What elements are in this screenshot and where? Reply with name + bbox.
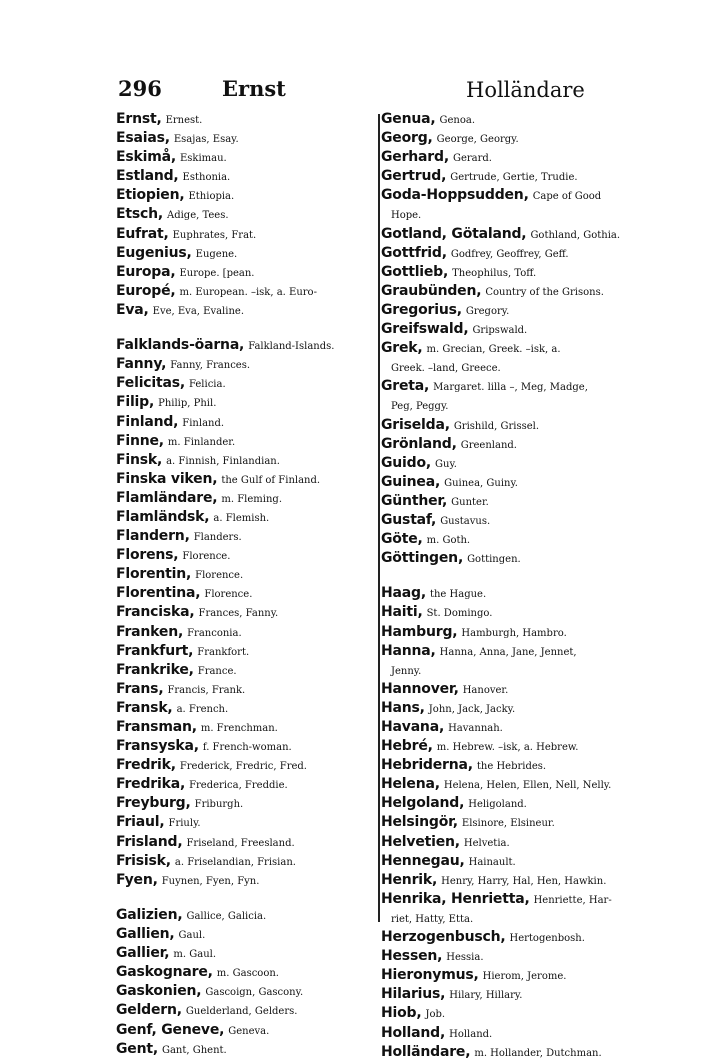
definition: George, Georgy. <box>436 134 519 146</box>
dictionary-entry <box>381 225 643 244</box>
definition: Franconia. <box>187 627 242 639</box>
headword: Gottlieb, <box>381 263 449 280</box>
definition: Hanover. <box>462 684 509 696</box>
headword: Franken, <box>116 623 184 640</box>
definition: m. Frenchman. <box>200 723 278 734</box>
definition: Europe. [pean. <box>179 267 255 279</box>
headword: Finsk, <box>116 451 163 468</box>
headword: Galizien, <box>116 906 183 923</box>
dictionary-entry <box>116 451 378 470</box>
dictionary-entry <box>116 944 378 963</box>
definition: Gustavus. <box>440 515 491 527</box>
dictionary-entry <box>116 794 378 813</box>
headword: Hilarius, <box>381 986 446 1003</box>
dictionary-entry <box>381 1004 643 1023</box>
headword: Fyen, <box>116 871 158 888</box>
definition: a. Friselandian, Frisian. <box>174 856 296 868</box>
dictionary-entry <box>116 963 378 982</box>
dictionary-entry <box>116 699 378 718</box>
headword: Gregorius, <box>381 301 462 318</box>
headword: Friaul, <box>116 814 165 831</box>
definition: m. European. –isk, a. Euro- <box>179 286 317 298</box>
definition: Gunter. <box>451 496 489 508</box>
headword: Gustaf, <box>381 511 437 528</box>
definition: Henry, Harry, Hal, Hen, Hawkin. <box>441 875 607 887</box>
definition: Havannah. <box>448 723 503 734</box>
dictionary-entry <box>381 148 643 167</box>
running-header <box>0 76 704 110</box>
dictionary-entry <box>381 205 643 224</box>
headword: Henrik, <box>381 871 438 888</box>
dictionary-entry <box>381 890 643 909</box>
headword: Europa, <box>116 263 176 280</box>
definition: a. Finnish, Finlandian. <box>166 455 280 467</box>
definition: Friburgh. <box>194 799 244 811</box>
definition: Friuly. <box>168 818 201 830</box>
headword: Hamburg, <box>381 623 458 640</box>
definition: Flanders. <box>193 532 242 544</box>
headword: Freyburg, <box>116 795 191 812</box>
headword: Fransk, <box>116 699 173 716</box>
definition: Fanny, Frances. <box>170 360 251 372</box>
definition: m. Gascoon. <box>216 968 279 980</box>
headword: Florentina, <box>116 585 201 602</box>
dictionary-entry <box>116 925 378 944</box>
headword: Eugenius, <box>116 244 192 261</box>
dictionary-entry <box>116 737 378 756</box>
headword: Filip, <box>116 394 155 411</box>
dictionary-entry <box>381 492 643 511</box>
dictionary-entry <box>116 756 378 775</box>
definition: Esajas, Esay. <box>173 134 239 146</box>
headword: Hans, <box>381 699 425 716</box>
definition: Gothland, Gothia. <box>530 229 621 241</box>
headword: Eskimå, <box>116 149 176 166</box>
headword: Helena, <box>381 776 440 793</box>
definition: St. Domingo. <box>426 608 493 620</box>
dictionary-entry <box>116 225 378 244</box>
dictionary-entry <box>381 301 643 320</box>
definition: Felicia. <box>188 379 226 391</box>
dictionary-entry <box>116 603 378 622</box>
definition: Gertrude, Gertie, Trudie. <box>450 172 578 184</box>
definition: Jenny. <box>391 665 422 677</box>
definition: Falkland-Islands. <box>248 341 335 353</box>
headword: Finska viken, <box>116 470 218 487</box>
headword: Gallien, <box>116 926 175 943</box>
dictionary-entry <box>116 508 378 527</box>
dictionary-entry <box>381 909 643 928</box>
headword: Goda-Hoppsudden, <box>381 187 529 204</box>
dictionary-entry <box>116 906 378 925</box>
dictionary-entry <box>381 833 643 852</box>
definition: m. Grecian, Greek. –isk, a. <box>426 344 561 356</box>
headword: Gent, <box>116 1040 158 1057</box>
definition: Helena, Helen, Ellen, Nell, Nelly. <box>443 780 612 792</box>
headword: Greifswald, <box>381 321 469 338</box>
dictionary-entry <box>116 1001 378 1020</box>
dictionary-entry <box>381 1043 643 1062</box>
headword: Fanny, <box>116 356 167 373</box>
dictionary-entry <box>381 928 643 947</box>
dictionary-entry <box>116 852 378 871</box>
dictionary-entry <box>116 680 378 699</box>
dictionary-entry <box>381 167 643 186</box>
definition: Florence. <box>195 570 244 582</box>
headword: Griselda, <box>381 416 450 433</box>
headword: Frisland, <box>116 833 183 850</box>
definition: Guy. <box>435 458 457 470</box>
headword: Haiti, <box>381 604 423 621</box>
dictionary-entry <box>116 489 378 508</box>
left-guide-word: Ernst <box>222 76 286 101</box>
dictionary-entry <box>381 282 643 301</box>
headword: Europé, <box>116 282 176 299</box>
dictionary-entry <box>116 413 378 432</box>
dictionary-entry <box>381 680 643 699</box>
definition: Eugene. <box>195 248 238 260</box>
section-gap <box>116 890 378 906</box>
definition: Greek. –land, Greece. <box>391 363 501 375</box>
headword: Hannover, <box>381 680 459 697</box>
definition: Eve, Eva, Evaline. <box>152 305 244 317</box>
dictionary-entry <box>116 584 378 603</box>
dictionary-entry <box>116 1021 378 1040</box>
dictionary-entry <box>116 871 378 890</box>
dictionary-entry <box>381 339 643 358</box>
dictionary-entry <box>381 244 643 263</box>
definition: Genoa. <box>439 115 476 126</box>
dictionary-entry <box>116 623 378 642</box>
definition: Hamburgh, Hambro. <box>461 627 567 639</box>
dictionary-entry <box>381 775 643 794</box>
definition: Gripswald. <box>472 325 528 337</box>
definition: Eskimau. <box>179 153 227 165</box>
definition: the Gulf of Finland. <box>221 474 321 486</box>
dictionary-entry <box>381 985 643 1004</box>
right-column <box>381 110 643 1062</box>
headword: Fransyska, <box>116 738 199 755</box>
headword: Helgoland, <box>381 795 465 812</box>
dictionary-entry <box>381 129 643 148</box>
definition: the Hague. <box>429 589 487 601</box>
dictionary-entry <box>116 527 378 546</box>
dictionary-entry <box>381 110 643 129</box>
headword: Eufrat, <box>116 225 169 242</box>
headword: Göttingen, <box>381 550 464 567</box>
headword: Günther, <box>381 492 448 509</box>
headword: Fredrika, <box>116 776 186 793</box>
definition: Philip, Phil. <box>158 398 217 410</box>
headword: Finne, <box>116 432 164 449</box>
headword: Frans, <box>116 680 164 697</box>
dictionary-entry <box>116 263 378 282</box>
headword: Hessen, <box>381 948 443 965</box>
headword: Fransman, <box>116 719 197 735</box>
headword: Falklands-öarna, <box>116 337 245 354</box>
headword: Göte, <box>381 531 423 548</box>
headword: Ernst, <box>116 111 162 127</box>
headword: Flandern, <box>116 528 190 545</box>
headword: Geldern, <box>116 1002 182 1019</box>
headword: Greta, <box>381 378 430 395</box>
headword: Flamländsk, <box>116 508 210 525</box>
definition: Francis, Frank. <box>167 684 246 696</box>
definition: Country of the Grisons. <box>485 286 604 298</box>
dictionary-entry <box>381 473 643 492</box>
definition: Cape of Good <box>532 191 602 203</box>
definition: Ethiopia. <box>188 191 235 203</box>
dictionary-entry <box>116 1040 378 1059</box>
headword: Gaskonien, <box>116 983 202 1000</box>
definition: Gerard. <box>452 153 492 165</box>
definition: John, Jack, Jacky. <box>428 703 516 715</box>
dictionary-entry <box>116 833 378 852</box>
definition: Gant, Ghent. <box>161 1044 227 1056</box>
headword: Florens, <box>116 547 179 564</box>
definition: Holland. <box>449 1028 493 1040</box>
definition: m. Gaul. <box>173 949 217 961</box>
dictionary-entry <box>381 549 643 568</box>
headword: Hebré, <box>381 738 433 755</box>
definition: Heligoland. <box>468 799 527 811</box>
definition: Hertogenbosh. <box>509 933 585 945</box>
definition: Elsinore, Elsineur. <box>461 818 555 830</box>
dictionary-entry <box>381 871 643 890</box>
headword: Grek, <box>381 340 423 357</box>
dictionary-entry <box>116 393 378 412</box>
headword: Helsingör, <box>381 814 458 831</box>
definition: Esthonia. <box>182 172 231 184</box>
dictionary-entry <box>381 454 643 473</box>
dictionary-entry <box>381 263 643 282</box>
headword: Hiob, <box>381 1005 422 1022</box>
definition: Frankfort. <box>197 646 250 658</box>
headword: Estland, <box>116 168 179 185</box>
dictionary-entry <box>116 148 378 167</box>
headword: Franciska, <box>116 604 195 621</box>
dictionary-entry <box>116 982 378 1001</box>
definition: Godfrey, Geoffrey, Geff. <box>450 248 569 260</box>
headword: Gerhard, <box>381 149 449 166</box>
dictionary-entry <box>381 947 643 966</box>
dictionary-entry <box>381 756 643 775</box>
definition: Peg, Peggy. <box>391 401 449 413</box>
section-gap <box>381 568 643 584</box>
headword: Havana, <box>381 719 445 735</box>
definition: Hessia. <box>446 952 484 964</box>
definition: France. <box>197 665 237 677</box>
dictionary-entry <box>116 432 378 451</box>
definition: Frances, Fanny. <box>198 608 279 620</box>
dictionary-entry <box>116 642 378 661</box>
definition: a. French. <box>176 703 229 715</box>
definition: Theophilus, Toff. <box>452 267 537 279</box>
dictionary-entry <box>381 435 643 454</box>
page-number: 296 <box>118 76 162 101</box>
definition: Margaret. lilla –, Meg, Madge, <box>433 382 588 394</box>
definition: Helvetia. <box>463 837 510 849</box>
headword: Herzogenbusch, <box>381 929 506 946</box>
dictionary-entry <box>381 511 643 530</box>
headword: Genf, Geneve, <box>116 1021 225 1038</box>
definition: Frederica, Freddie. <box>189 780 288 792</box>
definition: Geneva. <box>228 1025 270 1037</box>
headword: Georg, <box>381 130 433 147</box>
definition: m. Fleming. <box>221 493 283 505</box>
dictionary-entry <box>381 416 643 435</box>
headword: Frisisk, <box>116 852 171 869</box>
definition: Guelderland, Gelders. <box>185 1006 298 1018</box>
dictionary-entry <box>116 282 378 301</box>
dictionary-entry <box>116 813 378 832</box>
headword: Grönland, <box>381 435 457 452</box>
dictionary-entry <box>116 374 378 393</box>
headword: Gottfrid, <box>381 244 447 261</box>
headword: Genua, <box>381 111 436 127</box>
definition: Job. <box>425 1009 446 1021</box>
definition: Fuynen, Fyen, Fyn. <box>161 875 260 887</box>
dictionary-entry <box>116 129 378 148</box>
dictionary-entry <box>116 205 378 224</box>
right-guide-word: Holländare <box>466 78 585 102</box>
dictionary-entry <box>381 603 643 622</box>
headword: Fredrik, <box>116 757 176 774</box>
dictionary-entry <box>381 852 643 871</box>
dictionary-entry <box>116 301 378 320</box>
headword: Florentin, <box>116 566 192 583</box>
definition: Florence. <box>182 551 231 563</box>
dictionary-entry <box>116 244 378 263</box>
definition: Gottingen. <box>467 554 521 566</box>
section-gap <box>116 320 378 336</box>
definition: riet, Hatty, Etta. <box>391 913 474 925</box>
headword: Esaias, <box>116 130 170 147</box>
headword: Guido, <box>381 454 432 471</box>
headword: Eva, <box>116 301 149 318</box>
definition: Frederick, Fredric, Fred. <box>179 761 307 773</box>
headword: Holländare, <box>381 1043 471 1060</box>
definition: m. Hebrew. –isk, a. Hebrew. <box>436 742 579 754</box>
dictionary-entry <box>381 794 643 813</box>
dictionary-entry <box>381 186 643 205</box>
dictionary-entry <box>116 661 378 680</box>
definition: Henriette, Har- <box>533 894 612 906</box>
dictionary-entry <box>381 377 643 396</box>
dictionary-entry <box>116 167 378 186</box>
dictionary-entry <box>116 336 378 355</box>
dictionary-entry <box>381 358 643 377</box>
dictionary-entry <box>116 186 378 205</box>
headword: Haag, <box>381 585 426 602</box>
headword: Hanna, <box>381 642 436 659</box>
dictionary-entry <box>381 1024 643 1043</box>
definition: Guinea, Guiny. <box>444 477 518 489</box>
definition: Grishild, Grissel. <box>453 420 540 432</box>
definition: Gascoign, Gascony. <box>205 987 304 999</box>
headword: Henrika, Henrietta, <box>381 890 530 907</box>
dictionary-entry <box>381 699 643 718</box>
dictionary-entry <box>116 775 378 794</box>
headword: Hieronymus, <box>381 967 479 984</box>
dictionary-entry <box>381 396 643 415</box>
dictionary-entry <box>116 565 378 584</box>
definition: Gaul. <box>178 930 206 942</box>
definition: m. Hollander, Dutchman. <box>474 1047 602 1059</box>
headword: Graubünden, <box>381 282 482 299</box>
headword: Gertrud, <box>381 168 447 185</box>
headword: Felicitas, <box>116 375 185 392</box>
headword: Finland, <box>116 413 179 430</box>
headword: Frankrike, <box>116 661 194 678</box>
headword: Gaskognare, <box>116 964 213 981</box>
dictionary-entry <box>381 813 643 832</box>
dictionary-entry <box>381 530 643 549</box>
definition: Friseland, Freesland. <box>186 837 295 849</box>
dictionary-entry <box>381 661 643 680</box>
definition: Euphrates, Frat. <box>172 229 257 241</box>
headword: Gotland, Götaland, <box>381 225 527 242</box>
headword: Etsch, <box>116 206 163 223</box>
definition: f. French-woman. <box>202 742 292 754</box>
dictionary-entry <box>381 320 643 339</box>
definition: Greenland. <box>460 439 517 451</box>
dictionary-entry <box>381 642 643 661</box>
column-divider <box>378 114 380 922</box>
headword: Gallier, <box>116 945 170 962</box>
dictionary-entry <box>381 966 643 985</box>
dictionary-entry <box>381 623 643 642</box>
definition: Hainault. <box>468 856 516 868</box>
definition: a. Flemish. <box>213 512 270 524</box>
headword: Frankfurt, <box>116 642 194 659</box>
dictionary-entry <box>116 718 378 737</box>
dictionary-entry <box>116 470 378 489</box>
definition: Gallice, Galicia. <box>186 910 267 922</box>
definition: Hope. <box>391 210 422 222</box>
headword: Hennegau, <box>381 852 465 869</box>
dictionary-entry <box>381 718 643 737</box>
dictionary-entry <box>116 546 378 565</box>
definition: Ernest. <box>165 115 203 126</box>
headword: Etiopien, <box>116 187 185 204</box>
definition: Finland. <box>182 417 225 429</box>
definition: Adige, Tees. <box>166 210 229 222</box>
dictionary-entry <box>116 110 378 129</box>
definition: Florence. <box>204 589 253 601</box>
definition: Hierom, Jerome. <box>482 971 567 983</box>
dictionary-entry <box>381 737 643 756</box>
definition: Hanna, Anna, Jane, Jennet, <box>439 646 577 658</box>
definition: m. Goth. <box>426 535 471 547</box>
headword: Flamländare, <box>116 489 218 506</box>
definition: Gregory. <box>465 305 510 317</box>
headword: Guinea, <box>381 473 441 490</box>
definition: m. Finlander. <box>167 436 236 448</box>
dictionary-entry <box>116 355 378 374</box>
dictionary-entry <box>381 584 643 603</box>
definition: the Hebrides. <box>476 761 547 773</box>
headword: Helvetien, <box>381 833 460 850</box>
headword: Hebriderna, <box>381 757 473 774</box>
definition: Hilary, Hillary. <box>449 990 523 1002</box>
left-column <box>116 110 378 1059</box>
headword: Holland, <box>381 1024 446 1041</box>
